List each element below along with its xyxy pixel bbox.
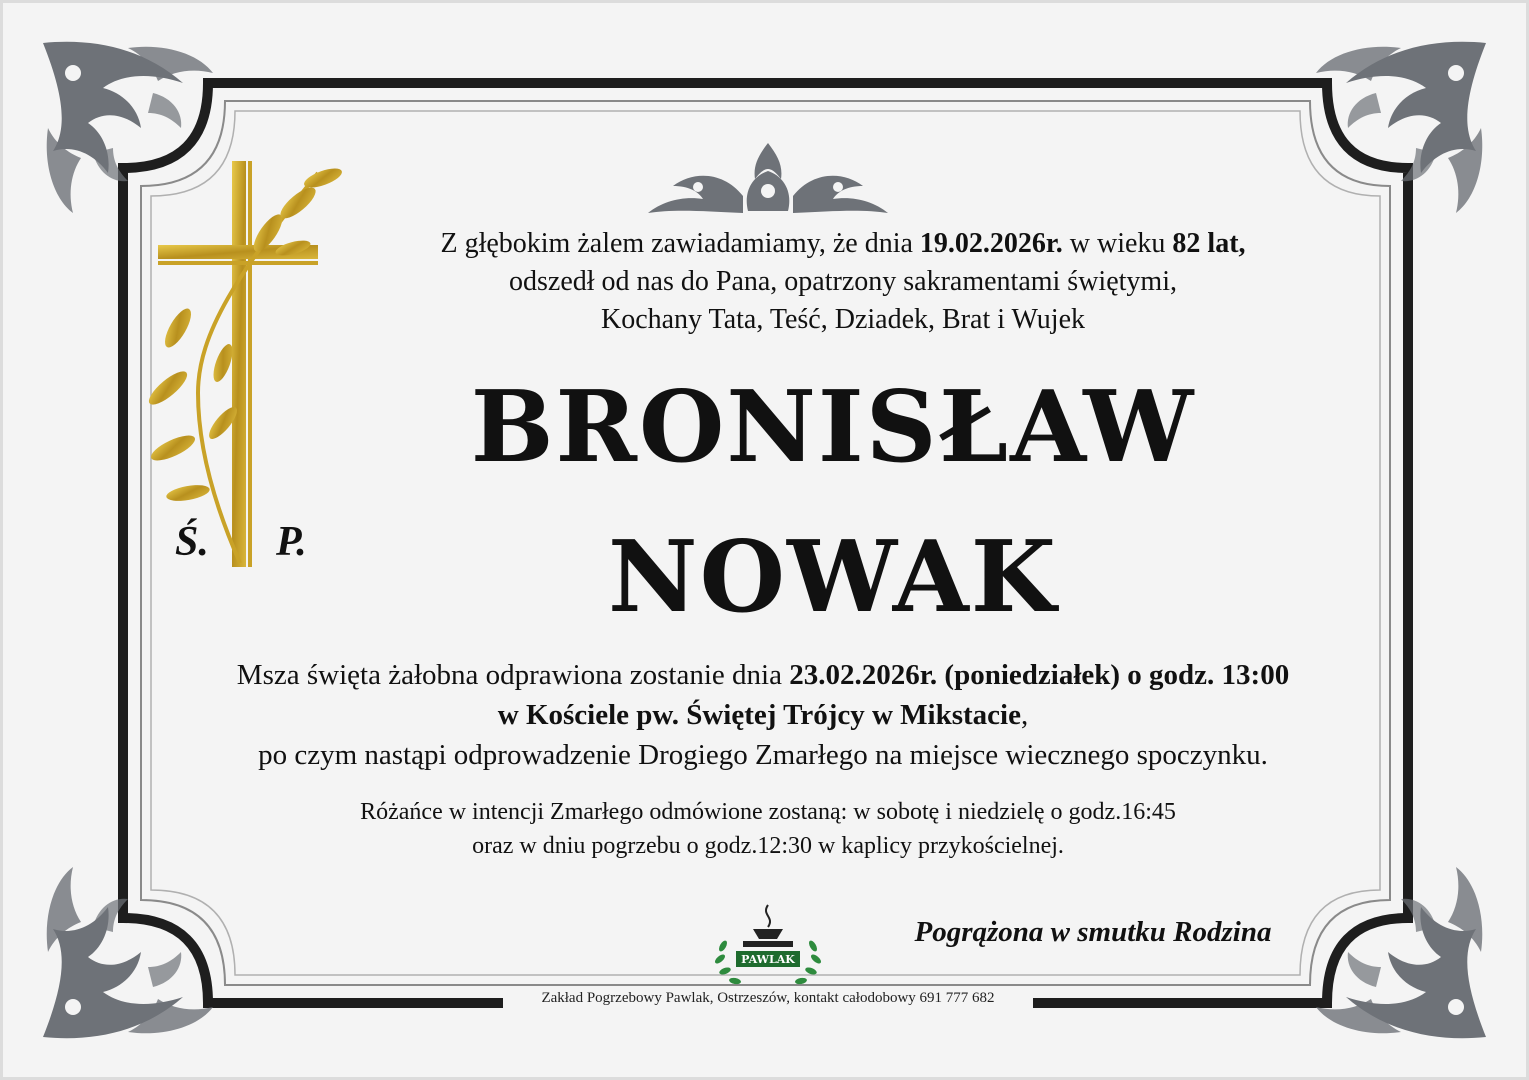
corner-ornament-icon	[1306, 857, 1496, 1047]
footer-contact: Zakład Pogrzebowy Pawlak, Ostrzeszów, kontakt całodobowy 691 777 682	[503, 987, 1033, 1009]
mass-church: w Kościele pw. Świętej Trójcy w Mikstacie	[497, 699, 1021, 731]
pawlak-logo-icon	[703, 901, 833, 991]
corner-ornament-icon	[33, 857, 223, 1047]
intro-line-3: Kochany Tata, Teść, Dziadek, Brat i Wujek	[600, 304, 1086, 335]
rosary-line-1: Różańce w intencji Zmarłego odmówione zostaną: w sobotę i niedzielę o godz.16:45	[360, 799, 1176, 825]
death-date: 19.02.2026r.	[919, 228, 1063, 259]
sp-abbreviation-p: P.	[276, 519, 307, 565]
mass-line-2-suffix: ,	[1020, 699, 1029, 731]
age: 82 lat,	[1172, 228, 1246, 259]
sp-abbreviation-s: Ś.	[175, 519, 209, 565]
top-ornament-icon	[643, 141, 893, 221]
intro-prefix: Z głębokim żalem zawiadamiamy, że dnia	[440, 228, 920, 259]
rosary-info	[253, 795, 1283, 863]
mass-info	[153, 655, 1373, 775]
cross-icon	[148, 153, 348, 573]
logo-text: PAWLAK	[741, 953, 795, 966]
mass-line-1-prefix: Msza święta żałobna odprawiona zostanie dnia	[236, 659, 790, 691]
family-signature: Pogrążona w smutku Rodzina	[914, 916, 1272, 948]
first-name: BRONISŁAW	[470, 370, 1196, 485]
rosary-line-2: oraz w dniu pogrzebu o godz.12:30 w kaplicy przykościelnej.	[472, 833, 1064, 859]
last-name: NOWAK	[608, 520, 1058, 635]
intro-mid: w wieku	[1062, 228, 1173, 259]
intro-text	[333, 225, 1353, 339]
mass-line-3: po czym nastąpi odprowadzenie Drogiego Zmarłego na miejsce wiecznego spoczynku.	[258, 739, 1268, 771]
mass-date-time: 23.02.2026r. (poniedziałek) o godz. 13:00	[789, 659, 1290, 691]
intro-line-2: odszedł od nas do Pana, opatrzony sakramentami świętymi,	[509, 266, 1177, 297]
corner-ornament-icon	[1306, 33, 1496, 223]
